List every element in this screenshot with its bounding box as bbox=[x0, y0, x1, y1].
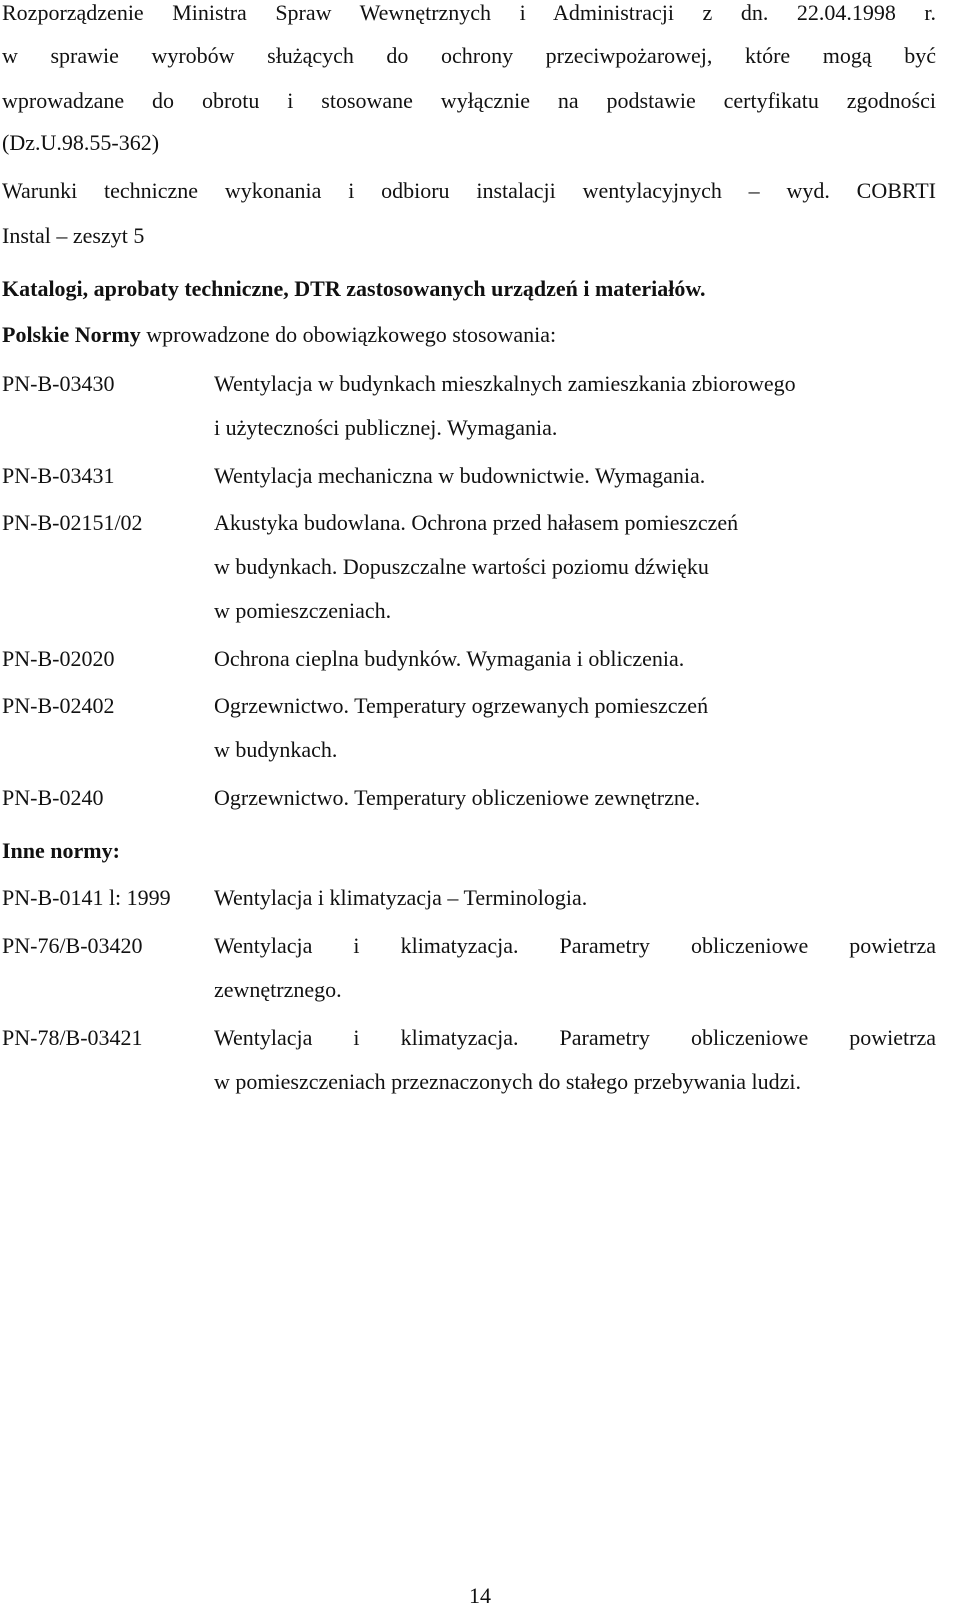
intro-line-4: (Dz.U.98.55-362) bbox=[2, 130, 160, 155]
norm-description-line: Wentylacja i klimatyzacja. Parametry obliczeniowe powietrza bbox=[214, 1025, 936, 1050]
norm-description bbox=[214, 510, 936, 642]
norm-description bbox=[214, 371, 936, 459]
norm-description bbox=[214, 785, 936, 829]
polish-norms-intro bbox=[2, 322, 556, 348]
norm-code: PN-78/B-03421 bbox=[2, 1025, 143, 1050]
norm-code: PN-B-0240 bbox=[2, 785, 104, 810]
norm-code: PN-B-02402 bbox=[2, 693, 115, 718]
norm-description bbox=[214, 646, 936, 690]
norm-code: PN-B-02151/02 bbox=[2, 510, 143, 535]
polish-norms-rest: wprowadzone do obowiązkowego stosowania: bbox=[140, 322, 557, 347]
norm-code: PN-B-03431 bbox=[2, 463, 115, 488]
norm-description-line: Ogrzewnictwo. Temperatury obliczeniowe zewnętrzne. bbox=[214, 785, 701, 810]
norm-description bbox=[214, 885, 936, 929]
page-number: 14 bbox=[469, 1583, 491, 1608]
norm-description-line: Ogrzewnictwo. Temperatury ogrzewanych pomieszczeń bbox=[214, 693, 709, 718]
norm-description bbox=[214, 693, 936, 781]
norm-description-line: i użyteczności publicznej. Wymagania. bbox=[214, 415, 558, 440]
norm-description-line: Wentylacja mechaniczna w budownictwie. Wymagania. bbox=[214, 463, 706, 488]
norm-description bbox=[214, 933, 936, 1021]
norm-description bbox=[214, 463, 936, 507]
norm-description-line: Wentylacja i klimatyzacja – Terminologia. bbox=[214, 885, 588, 910]
intro-line-5: Warunki techniczne wykonania i odbioru instalacji wentylacyjnych – wyd. COBRTI bbox=[2, 178, 936, 203]
catalogs-heading: Katalogi, aprobaty techniczne, DTR zastosowanych urządzeń i materiałów. bbox=[2, 276, 706, 301]
intro-line-1: Rozporządzenie Ministra Spraw Wewnętrznych i Administracji z dn. 22.04.1998 r. bbox=[2, 0, 936, 25]
intro-line-3: wprowadzane do obrotu i stosowane wyłącznie na podstawie certyfikatu zgodności bbox=[2, 88, 936, 113]
norm-description-line: w pomieszczeniach przeznaczonych do stałego przebywania ludzi. bbox=[214, 1069, 802, 1094]
norm-description-line: Ochrona cieplna budynków. Wymagania i obliczenia. bbox=[214, 646, 685, 671]
intro-line-6: Instal – zeszyt 5 bbox=[2, 223, 145, 248]
norm-code: PN-B-03430 bbox=[2, 371, 115, 396]
norm-code: PN-B-02020 bbox=[2, 646, 115, 671]
norm-description-line: w budynkach. Dopuszczalne wartości poziomu dźwięku bbox=[214, 554, 709, 579]
intro-line-2: w sprawie wyrobów służących do ochrony przeciwpożarowej, które mogą być bbox=[2, 43, 936, 68]
norm-code: PN-B-0141 l: 1999 bbox=[2, 885, 171, 910]
norm-code: PN-76/B-03420 bbox=[2, 933, 143, 958]
norm-description-line: Wentylacja w budynkach mieszkalnych zamieszkania zbiorowego bbox=[214, 371, 796, 396]
other-norms-heading: Inne normy: bbox=[2, 838, 120, 863]
polish-norms-label: Polskie Normy bbox=[2, 322, 141, 347]
norm-description-line: Wentylacja i klimatyzacja. Parametry obliczeniowe powietrza bbox=[214, 933, 936, 958]
norm-description bbox=[214, 1025, 936, 1113]
norm-description-line: Akustyka budowlana. Ochrona przed hałasem pomieszczeń bbox=[214, 510, 739, 535]
norm-description-line: w pomieszczeniach. bbox=[214, 598, 392, 623]
norm-description-line: zewnętrznego. bbox=[214, 977, 342, 1002]
norm-description-line: w budynkach. bbox=[214, 737, 338, 762]
